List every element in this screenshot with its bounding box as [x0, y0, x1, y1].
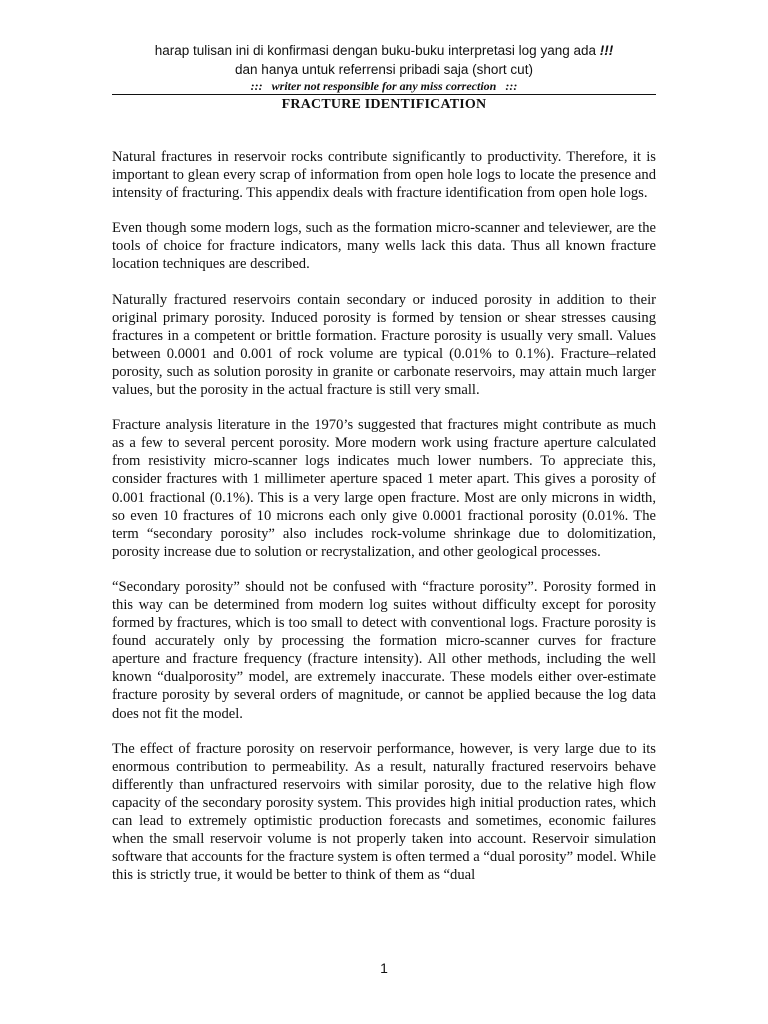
header-emphasis: !!!	[599, 43, 614, 58]
paragraph: Even though some modern logs, such as the formation micro-scanner and televiewer, are the tools of choice for fracture indicators, many wells lack this data. Thus all known fracture location techniques are described.	[112, 220, 656, 273]
paragraph: Naturally fractured reservoirs contain secondary or induced porosity in addition to their original primary porosity. Induced porosity is formed by tension or shear stresses causing fractures in a competent or brittle formation. Fracture porosity is usually very small. Values between 0.0001 and 0.001 of rock volume are typical (0.01% to 0.1%). Fracture–related porosity, such as solution porosity in granite or carbonate reservoirs, may attain much larger values, but the porosity in the actual fracture is still very small.	[112, 291, 656, 399]
header-line-1: harap tulisan ini di konfirmasi dengan buku-buku interpretasi log yang ada !!!	[154, 43, 614, 58]
document-title: FRACTURE IDENTIFICATION	[281, 97, 487, 112]
body-text	[112, 148, 656, 901]
paragraph: Natural fractures in reservoir rocks contribute significantly to productivity. Therefore, it is important to glean every scrap of information from open hole logs to locate the presence and intensity of fracturing. This appendix deals with fracture identification from open hole logs.	[112, 149, 656, 202]
header-rule	[112, 94, 656, 95]
paragraph: Fracture analysis literature in the 1970’s suggested that fractures might contribute as much as a few to several percent porosity. More modern work using fracture aperture calculated from resistivity micro-scanner logs indicates much lower numbers. To appreciate this, consider fractures with 1 millimeter aperture spaced 1 meter apart. This gives a porosity of 0.001 fractional (0.1%). This is a very large open fracture. Most are only microns in width, so even 10 fractures of 10 microns each only give 0.0001 fractional porosity (0.01%. The term “secondary porosity” also includes rock-volume shrinkage due to dolomitization, porosity increase due to solution or recrystalization, and other geological processes.	[112, 417, 656, 560]
page-header	[112, 41, 656, 79]
header-line-2: dan hanya untuk referrensi pribadi saja (short cut)	[235, 62, 533, 77]
paragraph: “Secondary porosity” should not be confused with “fracture porosity”. Porosity formed in this way can be determined from modern log suites without difficulty except for porosity formed by fractures, which is too small to detect with conventional logs. Fracture porosity is found accurately only by processing the formation micro-scanner curves for fracture aperture and fracture frequency (fracture intensity). All other methods, including the well known “dualporosity” model, are extremely inaccurate. These models either over-estimate fracture porosity by several orders of magnitude, or cannot be applied because the log data does not fit the model.	[112, 578, 656, 722]
page-number: 1	[380, 960, 388, 976]
disclaimer: ::: writer not responsible for any miss correction :::	[250, 79, 518, 93]
paragraph: The effect of fracture porosity on reservoir performance, however, is very large due to its enormous contribution to permeability. As a result, naturally fractured reservoirs behave differently than unfractured reservoirs with similar porosity, due to the relative high flow capacity of the secondary porosity system. This provides high initial production rates, which can lead to extremely optimistic production forecasts and sometimes, economic failures when the small reservoir volume is not properly taken into account. Reservoir simulation software that accounts for the fracture system is often termed a “dual porosity” model. While this is strictly true, it would be better to think of them as “dual	[112, 740, 656, 884]
